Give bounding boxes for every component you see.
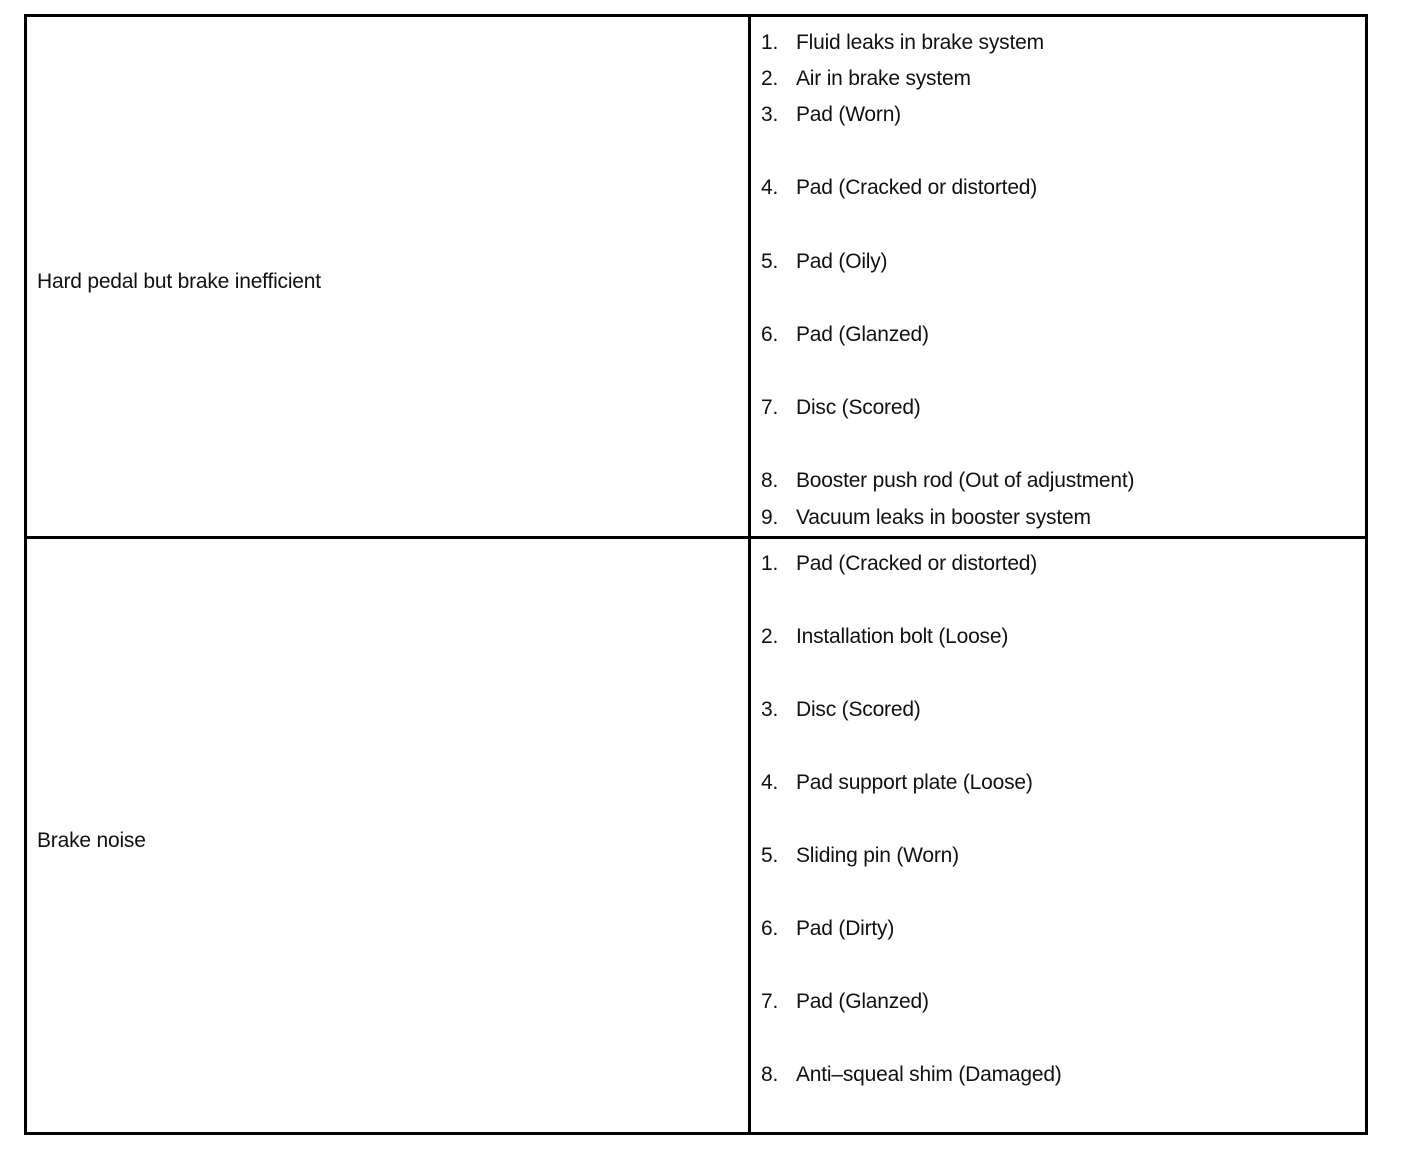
item-text: Pad (Dirty) xyxy=(796,917,895,940)
list-item xyxy=(761,103,901,127)
symptom-cell xyxy=(27,539,751,1132)
item-number: 6. xyxy=(761,917,779,940)
item-text: Air in brake system xyxy=(796,67,971,90)
item-number: 3. xyxy=(761,103,779,126)
item-text: Disc (Scored) xyxy=(796,698,921,721)
list-item xyxy=(761,506,1091,530)
item-text: Anti–squeal shim (Damaged) xyxy=(796,1063,1062,1086)
symptom-text: Brake noise xyxy=(37,828,146,852)
list-item xyxy=(761,917,894,941)
item-number: 8. xyxy=(761,469,779,492)
item-text: Pad support plate (Loose) xyxy=(796,771,1033,794)
item-number: 9. xyxy=(761,506,779,529)
item-number: 6. xyxy=(761,323,779,346)
item-text: Pad (Oily) xyxy=(796,250,888,273)
list-item xyxy=(761,323,929,347)
list-item xyxy=(761,31,1044,55)
list-item xyxy=(761,552,1037,576)
table-row xyxy=(27,17,1365,539)
item-text: Pad (Cracked or distorted) xyxy=(796,176,1038,199)
item-number: 4. xyxy=(761,176,779,199)
list-item xyxy=(761,469,1134,493)
list-item xyxy=(761,176,1037,200)
causes-cell xyxy=(751,539,1365,1132)
list-item xyxy=(761,396,921,420)
item-number: 2. xyxy=(761,625,779,648)
item-text: Fluid leaks in brake system xyxy=(796,31,1044,54)
list-item xyxy=(761,625,1008,649)
item-number: 3. xyxy=(761,698,779,721)
list-item xyxy=(761,250,887,274)
item-text: Pad (Glanzed) xyxy=(796,323,929,346)
item-number: 1. xyxy=(761,31,779,54)
item-number: 1. xyxy=(761,552,779,575)
item-text: Pad (Glanzed) xyxy=(796,990,929,1013)
item-text: Booster push rod (Out of adjustment) xyxy=(796,469,1135,492)
item-number: 4. xyxy=(761,771,779,794)
item-text: Disc (Scored) xyxy=(796,396,921,419)
item-text: Pad (Worn) xyxy=(796,103,901,126)
table-row xyxy=(27,539,1365,1132)
item-number: 5. xyxy=(761,250,779,273)
list-item xyxy=(761,698,921,722)
item-text: Sliding pin (Worn) xyxy=(796,844,959,867)
list-item xyxy=(761,67,971,91)
item-number: 8. xyxy=(761,1063,779,1086)
list-item xyxy=(761,990,929,1014)
symptom-cell xyxy=(27,17,751,536)
list-item xyxy=(761,844,959,868)
causes-cell xyxy=(751,17,1365,536)
item-text: Installation bolt (Loose) xyxy=(796,625,1009,648)
item-number: 7. xyxy=(761,990,779,1013)
list-item xyxy=(761,1063,1062,1087)
item-number: 7. xyxy=(761,396,779,419)
item-text: Vacuum leaks in booster system xyxy=(796,506,1091,529)
item-text: Pad (Cracked or distorted) xyxy=(796,552,1038,575)
item-number: 2. xyxy=(761,67,779,90)
symptom-text: Hard pedal but brake inefficient xyxy=(37,269,321,293)
troubleshooting-table xyxy=(24,14,1368,1135)
item-number: 5. xyxy=(761,844,779,867)
list-item xyxy=(761,771,1033,795)
